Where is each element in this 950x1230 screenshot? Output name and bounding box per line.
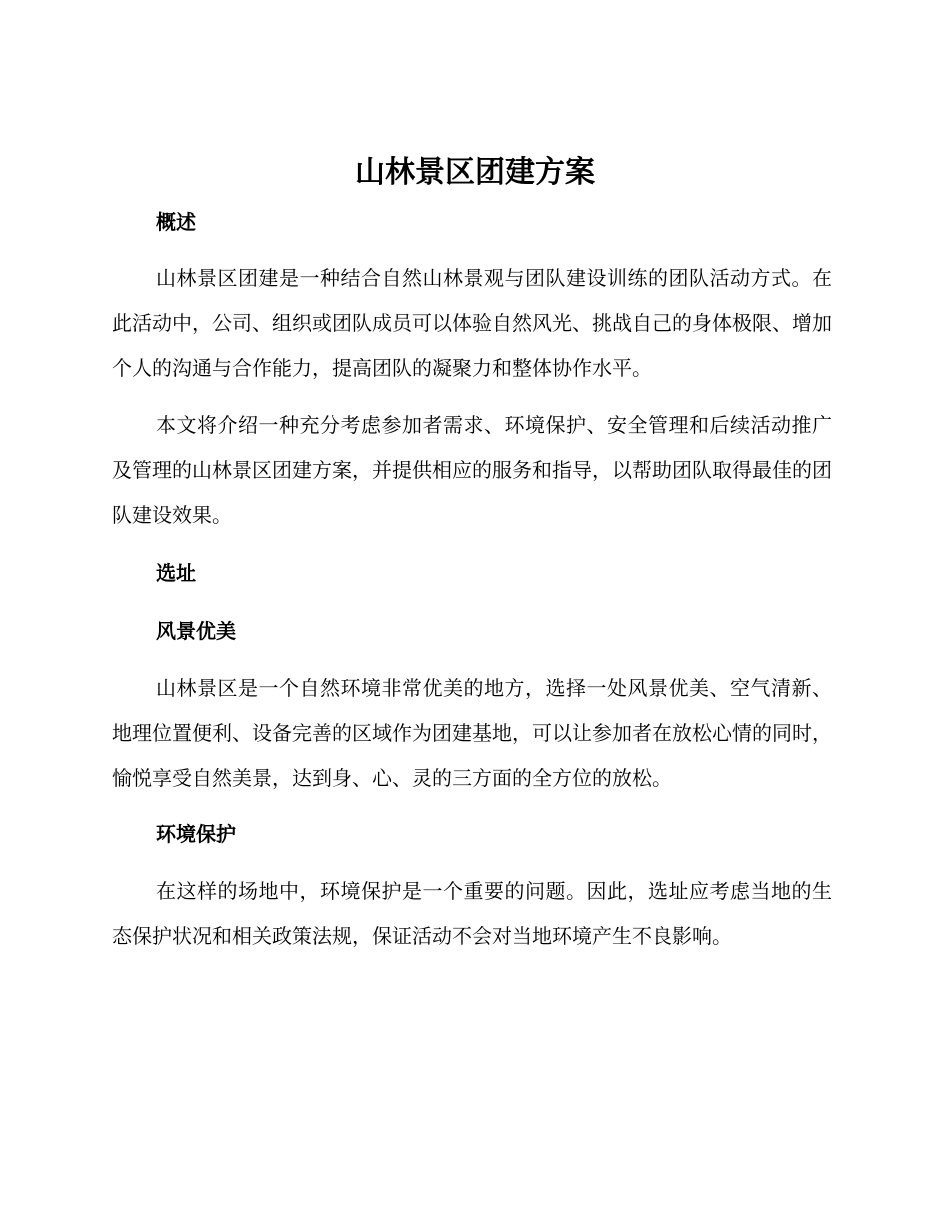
document-title: 山林景区团建方案 <box>355 155 595 190</box>
paragraph-environment: 在这样的场地中，环境保护是一个重要的问题。因此，选址应考虑当地的生态保护状况和相关政策法规，保证活动不会对当地环境产生不良影响。 <box>112 879 832 948</box>
heading-environment: 环境保护 <box>156 822 236 846</box>
paragraph-overview-1: 山林景区团建是一种结合自然山林景观与团队建设训练的团队活动方式。在此活动中，公司、组织或团队成员可以体验自然风光、挑战自己的身体极限、增加个人的沟通与合作能力，提高团队的凝聚力和整体协作水平。 <box>112 266 832 380</box>
heading-overview: 概述 <box>156 210 196 234</box>
paragraph-scenery: 山林景区是一个自然环境非常优美的地方，选择一处风景优美、空气清新、地理位置便利、设备完善的区域作为团建基地，可以让参加者在放松心情的同时，愉悦享受自然美景，达到身、心、灵的三方面的全方位的放松。 <box>112 676 832 790</box>
paragraph-overview-2: 本文将介绍一种充分考虑参加者需求、环境保护、安全管理和后续活动推广及管理的山林景区团建方案，并提供相应的服务和指导，以帮助团队取得最佳的团队建设效果。 <box>112 413 832 527</box>
heading-scenery: 风景优美 <box>156 619 236 643</box>
heading-site-selection: 选址 <box>156 561 196 585</box>
